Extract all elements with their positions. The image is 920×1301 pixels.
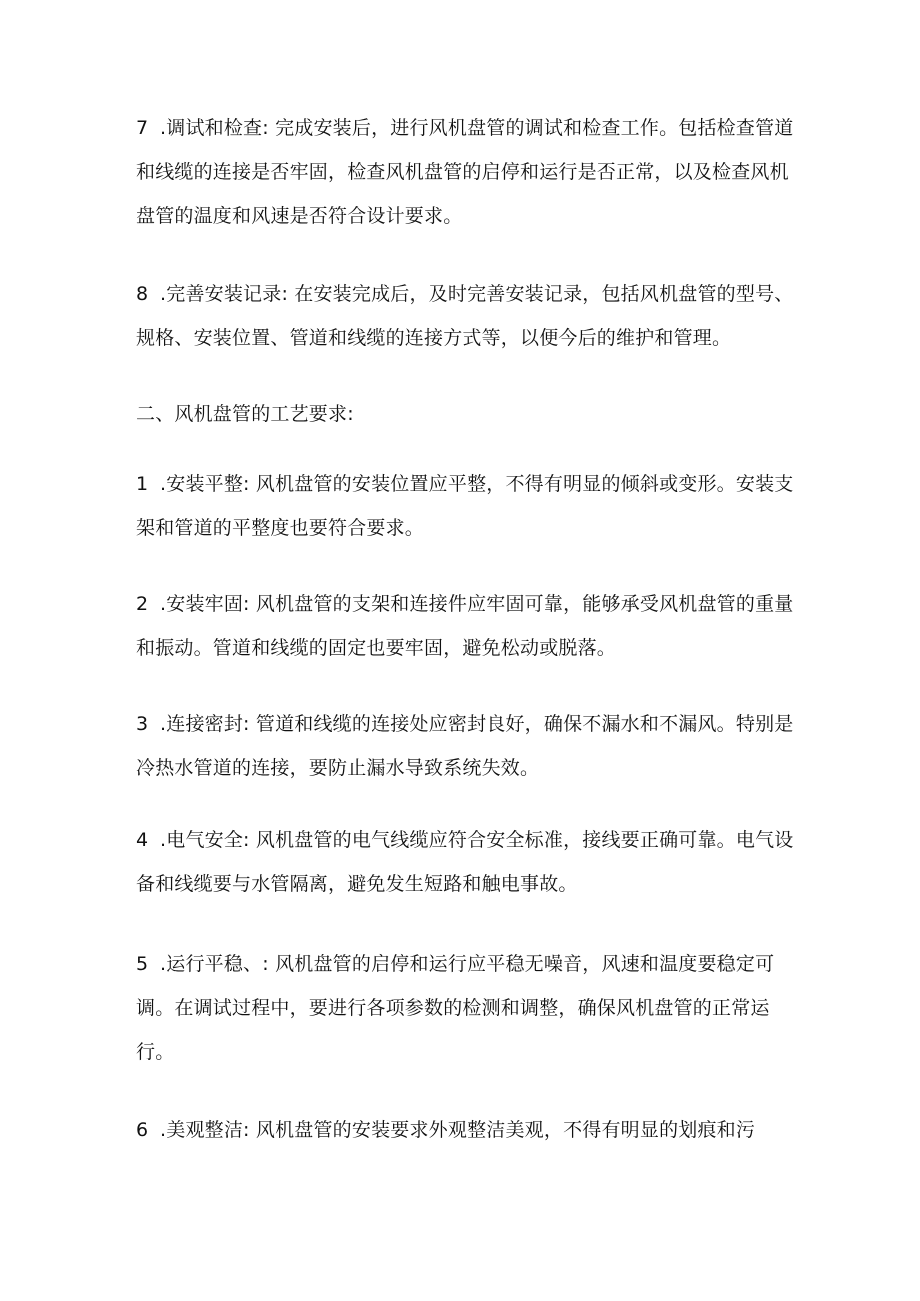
requirement-item-3 [136,702,806,790]
paragraph-item-7 [136,106,806,238]
section-heading-text: 二、风机盘管的工艺要求: [136,403,354,425]
item-number: 5 [136,953,149,975]
item-number: 4 [136,829,149,851]
item-number: 8 [136,283,149,305]
paragraph-text: .电气安全: 风机盘管的电气线缆应符合安全标准，接线要正确可靠。电气设备和线缆要与水管隔离，避免发生短路和触电事故。 [136,829,794,895]
paragraph-text: .美观整洁: 风机盘管的安装要求外观整洁美观，不得有明显的划痕和污 [160,1119,756,1141]
requirement-item-6 [136,1108,806,1152]
requirement-item-4 [136,818,806,906]
item-number: 7 [136,117,149,139]
requirement-item-1 [136,462,806,550]
requirement-item-2 [136,582,806,670]
paragraph-text: .连接密封: 管道和线缆的连接处应密封良好，确保不漏水和不漏风。特别是冷热水管道的连接，要防止漏水导致系统失效。 [136,713,794,779]
item-number: 3 [136,713,149,735]
item-number: 6 [136,1119,149,1141]
paragraph-text: .运行平稳、: 风机盘管的启停和运行应平稳无噪音，风速和温度要稳定可调。在调试过程中，要进行各项参数的检测和调整，确保风机盘管的正常运行。 [136,953,775,1063]
paragraph-text: .完善安装记录: 在安装完成后，及时完善安装记录，包括风机盘管的型号、规格、安装位置、管道和线缆的连接方式等，以便今后的维护和管理。 [136,283,794,349]
item-number: 1 [136,473,149,495]
paragraph-text: .调试和检查: 完成安装后，进行风机盘管的调试和检查工作。包括检查管道和线缆的连接是否牢固，检查风机盘管的启停和运行是否正常，以及检查风机盘管的温度和风速是否符合设计要求。 [136,117,794,227]
requirement-item-5 [136,942,806,1074]
paragraph-item-8 [136,272,806,360]
paragraph-text: .安装牢固: 风机盘管的支架和连接件应牢固可靠，能够承受风机盘管的重量和振动。管道和线缆的固定也要牢固，避免松动或脱落。 [136,593,794,659]
paragraph-text: .安装平整: 风机盘管的安装位置应平整，不得有明显的倾斜或变形。安装支架和管道的平整度也要符合要求。 [136,473,794,539]
section-heading [136,392,806,436]
item-number: 2 [136,593,149,615]
